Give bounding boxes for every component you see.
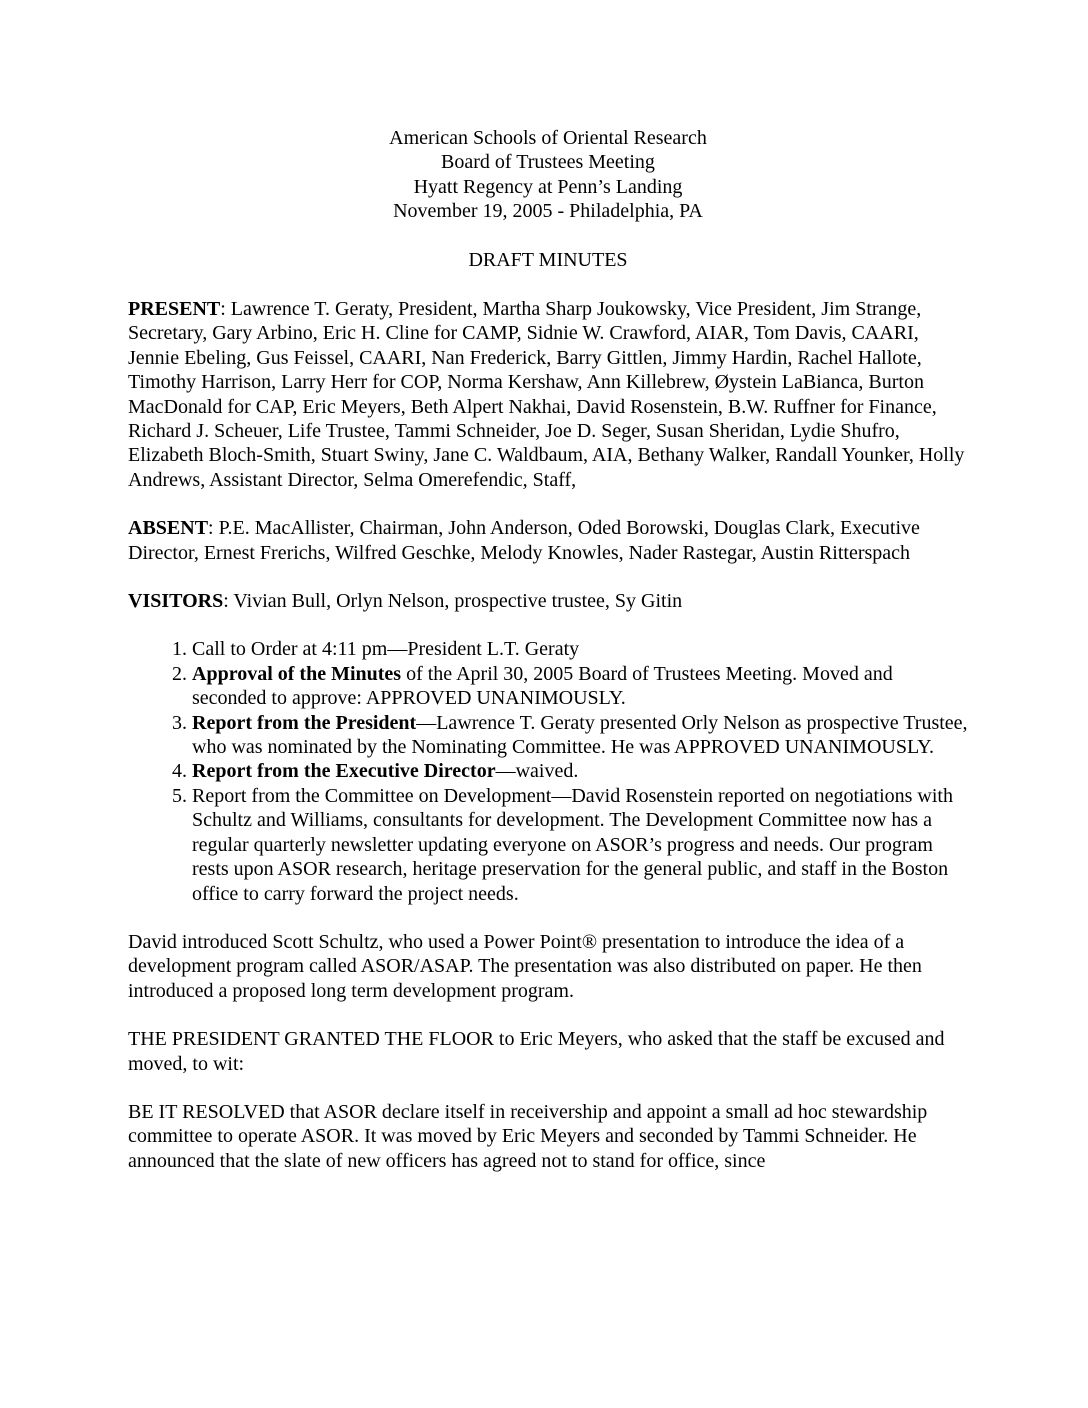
present-paragraph	[128, 297, 968, 492]
document-title: DRAFT MINUTES	[468, 248, 628, 271]
present-list: : Lawrence T. Geraty, President, Martha Sharp Joukowsky, Vice President, Jim Strange, Secretary, Gary Arbino, Eric H. Cline for CAMP, Sidnie W. Crawford, AIAR, Tom Davis, CAARI, Jennie Ebeling, Gus Feissel, CAARI, Nan Frederick, Barry Gittlen, Jimmy Hardin, Rachel Hallote, Timothy Harrison, Larry Herr for COP, Norma Kershaw, Ann Killebrew, Øystein LaBianca, Burton MacDonald for CAP, Eric Meyers, Beth Alpert Nakhai, David Rosenstein, B.W. Ruffner for Finance, Richard J. Scheuer, Life Trustee, Tammi Schneider, Joe D. Seger, Susan Sheridan, Lydie Shufro, Elizabeth Bloch-Smith, Stuart Swiny, Jane C. Waldbaum, AIA, Bethany Walker, Randall Younker, Holly Andrews, Assistant Director, Selma Omerefendic, Staff,	[128, 297, 965, 491]
agenda-item-text: Call to Order at 4:11 pm—President L.T. Geraty	[192, 638, 580, 661]
floor-granted-paragraph: THE PRESIDENT GRANTED THE FLOOR to Eric Meyers, who asked that the staff be excused and moved, to wit:	[128, 1028, 945, 1075]
agenda-item	[192, 637, 968, 661]
absent-list: : P.E. MacAllister, Chairman, John Anderson, Oded Borowski, Douglas Clark, Executive Director, Ernest Frerichs, Wilfred Geschke, Melody Knowles, Nader Rastegar, Austin Ritterspach	[128, 517, 920, 564]
agenda-item	[192, 711, 968, 760]
visitors-paragraph	[128, 589, 968, 613]
visitors-label: VISITORS	[128, 590, 224, 613]
development-presentation-paragraph: David introduced Scott Schultz, who used a Power Point® presentation to introduce the idea of a development program called ASOR/ASAP. The presentation was also distributed on paper. He then introduced a proposed long term development program.	[128, 930, 922, 1002]
absent-paragraph	[128, 516, 968, 565]
agenda-item	[192, 784, 968, 906]
agenda-item	[192, 759, 968, 783]
agenda-item-text: Report from the Committee on Development—David Rosenstein reported on negotiations with Schultz and Williams, consultants for development. The Development Committee now has a regular quarterly newsletter updating everyone on ASOR’s progress and needs. Our program rests upon ASOR research, heritage preservation for the general public, and staff in the Boston office to carry forward the project needs.	[192, 784, 953, 905]
agenda-item-heading: Approval of the Minutes	[192, 662, 402, 685]
agenda-item-text: —Lawrence T. Geraty presented Orly Nelson as prospective Trustee, who was nominated by the Nominating Committee. He was APPROVED UNANIMOUSLY.	[192, 711, 968, 759]
document-header	[128, 126, 968, 224]
header-organization: American Schools of Oriental Research	[389, 127, 707, 149]
header-date-location: November 19, 2005 - Philadelphia, PA	[393, 200, 703, 223]
agenda-list	[128, 637, 968, 905]
agenda-item-heading: Report from the President	[192, 711, 417, 734]
visitors-list: : Vivian Bull, Orlyn Nelson, prospective trustee, Sy Gitin	[223, 590, 683, 613]
resolution-paragraph: BE IT RESOLVED that ASOR declare itself in receivership and appoint a small ad hoc stewardship committee to operate ASOR. It was moved by Eric Meyers and seconded by Tammi Schneider. He announced that the slate of new officers has agreed not to stand for office, since	[128, 1100, 928, 1172]
agenda-item	[192, 662, 968, 711]
agenda-item-text: —waived.	[495, 760, 579, 783]
header-meeting: Board of Trustees Meeting	[441, 151, 655, 174]
agenda-item-text: of the April 30, 2005 Board of Trustees Meeting. Moved and seconded to approve: APPROVED UNANIMOUSLY.	[192, 662, 893, 710]
document-page	[128, 126, 968, 1173]
present-label: PRESENT	[128, 297, 221, 320]
absent-label: ABSENT	[128, 517, 209, 540]
header-venue: Hyatt Regency at Penn’s Landing	[413, 175, 683, 198]
agenda-item-heading: Report from the Executive Director	[192, 760, 496, 783]
